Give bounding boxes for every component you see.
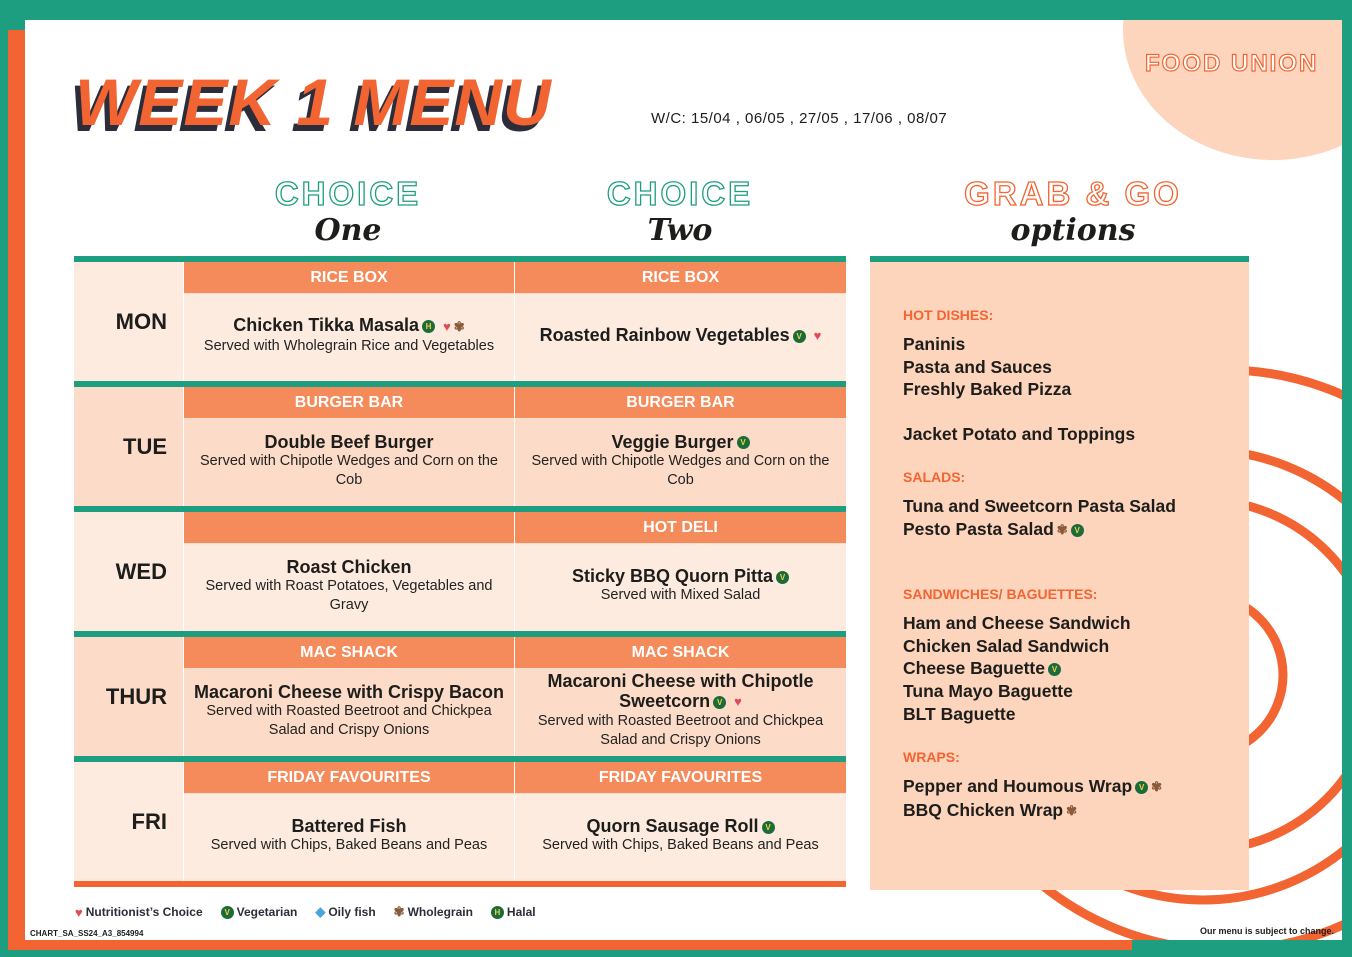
menu-sheet [25,20,1342,940]
chart-code: CHART_SA_SS24_A3_854994 [30,929,144,938]
day-label: FRI [131,808,167,834]
day-row [74,637,846,756]
grab-go-item [903,657,1131,680]
fish-icon: ◆ [315,904,326,919]
legend-label: Nutritionist’s Choice [85,905,203,919]
item-name: Paninis [903,334,966,354]
station-label: MAC SHACK [515,637,846,669]
dish-description: Served with Wholegrain Rice and Vegetables [203,337,495,354]
grab-go-item [903,635,1131,658]
dish-name: Macaroni Cheese with Chipotle Sweetcorn [547,670,814,711]
wholegrain-icon: ✾ [1056,521,1068,537]
grab-go-section [903,307,1135,446]
item-name: Pasta and Sauces [903,356,1052,377]
grab-go-item [903,423,1135,446]
dish-description: Served with Chipotle Wedges and Corn on the Cob [531,452,830,488]
brand-logo: FOOD UNION [1145,50,1319,77]
dish-name: Roast Chicken [286,556,412,577]
legend-item [221,904,298,920]
menu-cell-c1 [183,762,514,881]
dish-name: Macaroni Cheese with Crispy Bacon [193,681,505,702]
dish-name: Battered Fish [291,816,407,836]
grab-go-section [903,469,1176,541]
dish-name: Quorn Sausage Roll [586,816,759,836]
section-label: SALADS: [903,469,966,485]
legend-label: Vegetarian [236,905,298,919]
menu-cell-c1 [183,512,514,631]
wholegrain-icon: ✾ [1151,779,1163,795]
dish-name: Roasted Rainbow Vegetables [539,324,790,345]
heading-top: CHOICE [606,175,754,212]
dish-name-line [521,671,840,712]
grab-go-item [903,612,1131,635]
day-label: MON [115,308,167,334]
vegetarian-icon: V [776,571,789,584]
heart-icon: ♥ [734,694,742,710]
legend-label: Oily fish [328,905,376,919]
station-label: BURGER BAR [184,387,514,419]
day-label: THUR [105,683,167,709]
station-label: FRIDAY FAVOURITES [515,762,846,794]
item-name: BLT Baguette [903,703,1016,724]
item-name: Cheese Baguette [903,658,1045,679]
heart-icon: ♥ [443,318,451,334]
dish-description: Served with Roasted Beetroot and Chickpea Salad and Crispy Onions [537,713,824,749]
legend-item [75,904,203,920]
day-row [74,387,846,506]
menu-cell-c1 [183,637,514,756]
wholegrain-icon: ✾ [1066,802,1078,818]
grab-go-section [903,749,1162,822]
grab-go-item [903,703,1131,726]
item-name: Jacket Potato and Toppings [903,424,1136,445]
legend [75,904,554,920]
heading-top: CHOICE [274,175,422,212]
item-name: Tuna Mayo Baguette [903,681,1073,702]
grab-go-item [903,378,1135,401]
grab-go-item [903,518,1176,542]
dish-description: Served with Chipotle Wedges and Corn on the Cob [200,452,498,488]
dish-description: Served with Mixed Salad [600,587,761,603]
menu-cell-c2 [514,387,846,506]
menu-cell-c2 [514,262,846,381]
section-label: SANDWICHES/ BAGUETTES: [903,586,1098,602]
vegetarian-icon: V [713,696,726,709]
heading-grab-go [913,176,1233,250]
vegetarian-icon: V [1048,663,1061,676]
item-name: Pepper and Houmous Wrap [903,776,1133,796]
dish-name: Sticky BBQ Quorn Pitta [571,566,774,586]
item-name: Ham and Cheese Sandwich [903,613,1131,633]
vegetarian-icon: V [737,436,750,449]
dish-name-line [291,816,406,836]
dish-name: Chicken Tikka Masala [233,315,420,336]
dish-name: Veggie Burger [611,431,734,452]
legend-item [394,904,473,920]
legend-label: Wholegrain [407,905,473,919]
menu-cell-c1 [183,262,514,381]
item-name: BBQ Chicken Wrap [903,799,1064,820]
vegetarian-icon: V [793,330,806,343]
heading-script: options [1010,213,1136,248]
vegetarian-icon: V [221,906,234,919]
heart-icon: ♥ [813,328,822,344]
grab-go-item [903,495,1176,518]
grab-go-item [903,799,1162,823]
section-label: WRAPS: [903,749,960,765]
legend-item [315,904,375,920]
dish-description: Served with Roasted Beetroot and Chickpea Salad and Crispy Onions [206,702,492,738]
vegetarian-icon: V [762,821,775,834]
heading-choice-two [550,176,810,250]
wholegrain-icon: ✾ [393,904,405,919]
heading-choice-one [218,176,478,250]
dish-name-line [540,325,822,346]
item-name: Freshly Baked Pizza [903,379,1072,400]
section-label: HOT DISHES: [903,307,994,323]
day-row [74,512,846,631]
wholegrain-icon: ✾ [453,318,465,334]
heading-top: GRAB & GO [964,175,1182,212]
item-name: Chicken Salad Sandwich [903,635,1110,656]
grab-go-item [903,356,1135,379]
station-label: RICE BOX [184,262,514,294]
station-label [184,512,514,544]
dish-name-line [611,432,749,452]
legend-label: Halal [506,905,536,919]
grab-go-item [903,680,1131,703]
menu-cell-c1 [183,387,514,506]
item-name: Pesto Pasta Salad [903,518,1054,539]
menu-cell-c2 [514,762,846,881]
grab-go-item [903,775,1162,799]
halal-icon: H [491,906,504,919]
station-label: HOT DELI [515,512,846,544]
divider [870,256,1249,262]
grab-go-panel [870,256,1249,890]
day-row [74,762,846,881]
menu-cell-c2 [514,512,846,631]
halal-icon: H [422,320,435,333]
item-name: Tuna and Sweetcorn Pasta Salad [903,496,1176,516]
menu-table [74,256,846,887]
page-title: WEEK 1 MENU [75,65,552,139]
dish-name-line [233,315,464,336]
dish-name-line [286,557,411,577]
disclaimer: Our menu is subject to change. [1199,926,1334,936]
day-label: WED [115,558,167,584]
vegetarian-icon: V [1135,781,1148,794]
dish-name-line [586,816,774,836]
station-label: RICE BOX [515,262,846,294]
vegetarian-icon: V [1071,524,1084,537]
grab-go-item [903,333,1135,356]
day-label: TUE [123,433,167,459]
dish-name: Double Beef Burger [264,431,434,452]
dish-name-line [194,682,504,702]
day-row [74,262,846,381]
station-label: FRIDAY FAVOURITES [184,762,514,794]
heading-script: One [314,213,382,248]
heart-icon: ♥ [75,904,83,920]
dish-name-line [264,432,433,452]
heading-script: Two [647,213,713,248]
station-label: BURGER BAR [515,387,846,419]
dish-description: Served with Roast Potatoes, Vegetables and Gravy [205,577,493,613]
grab-go-section [903,586,1131,726]
divider [74,881,846,887]
station-label: MAC SHACK [184,637,514,669]
dish-description: Served with Chips, Baked Beans and Peas [210,837,488,853]
legend-item [491,904,536,920]
dish-description: Served with Chips, Baked Beans and Peas [542,837,819,853]
menu-cell-c2 [514,637,846,756]
dish-name-line [572,566,789,586]
week-commencing: W/C: 15/04 , 06/05 , 27/05 , 17/06 , 08/07 [651,110,948,127]
